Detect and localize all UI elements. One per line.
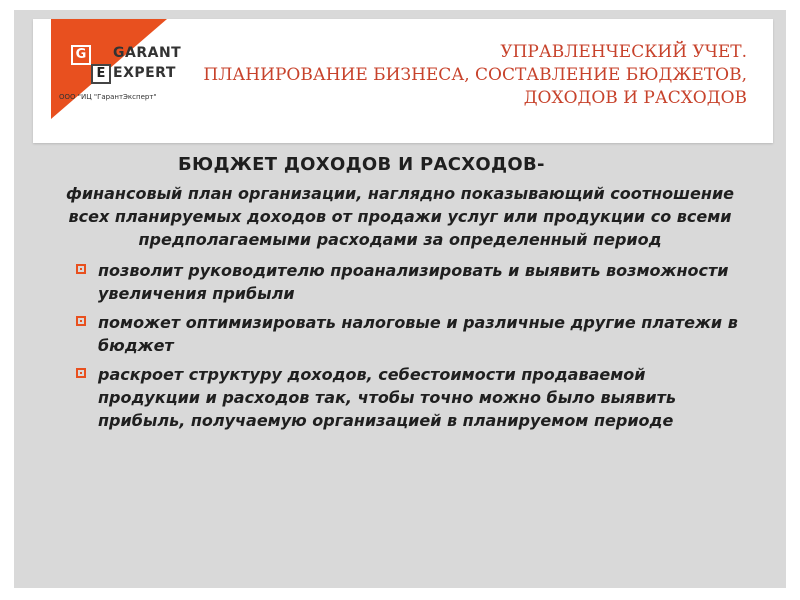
title-line-3: ДОХОДОВ И РАСХОДОВ <box>523 88 747 108</box>
logo-text-expert: EXPERT <box>113 65 176 81</box>
square-bullet-icon <box>76 264 86 274</box>
list-item <box>76 363 750 432</box>
square-bullet-icon <box>76 368 86 378</box>
header-bar <box>33 19 773 143</box>
slide-title <box>147 41 747 110</box>
logo-subtitle: ООО "ИЦ "ГарантЭксперт" <box>59 93 157 101</box>
square-bullet-icon <box>76 316 86 326</box>
logo-text-garant: GARANT <box>113 45 182 61</box>
list-item <box>76 259 750 305</box>
title-line-1: УПРАВЛЕНЧЕСКИЙ УЧЕТ. <box>500 42 747 62</box>
logo-letter-g: G <box>71 45 91 65</box>
bullet-text: поможет оптимизировать налоговые и различные другие платежи в бюджет <box>98 313 738 355</box>
section-heading: БЮДЖЕТ ДОХОДОВ И РАСХОДОВ- <box>178 154 545 175</box>
list-item <box>76 311 750 357</box>
slide-content <box>50 150 750 438</box>
bullet-list <box>50 259 750 432</box>
logo-letter-e: E <box>91 64 111 84</box>
definition-text: финансовый план организации, наглядно показывающий соотношение всех планируемых доходов от продажи услуг или продукции со всеми предполагаемыми расходами за определенный период <box>65 184 735 249</box>
bullet-text: позволит руководителю проанализировать и выявить возможности увеличения прибыли <box>98 261 729 303</box>
title-line-2: ПЛАНИРОВАНИЕ БИЗНЕСА, СОСТАВЛЕНИЕ БЮДЖЕТОВ, <box>203 65 747 85</box>
bullet-text: раскроет структуру доходов, себестоимости продаваемой продукции и расходов так, чтобы точно можно было выявить прибыль, получаемую организацией в планируемом периоде <box>98 365 677 430</box>
